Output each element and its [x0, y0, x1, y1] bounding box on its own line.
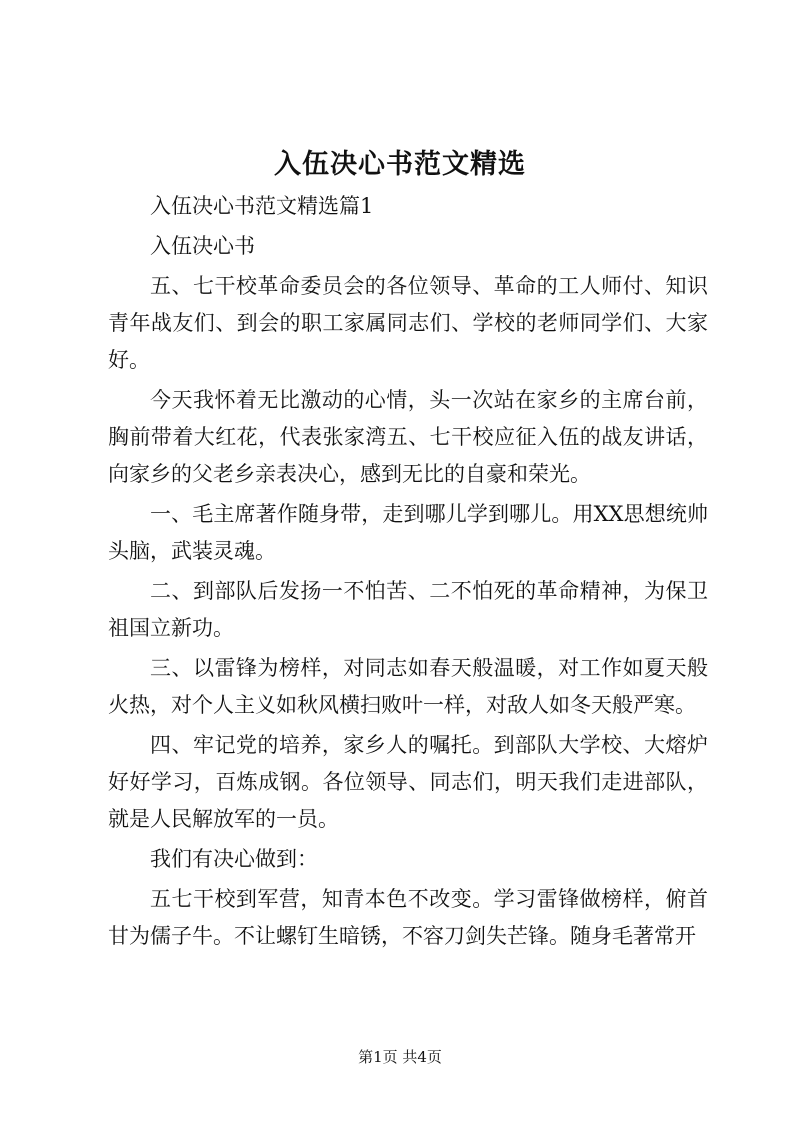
page-footer: 第1页 共4页 [358, 1048, 442, 1066]
paragraph-intro: 今天我怀着无比激动的心情，头一次站在家乡的主席台前，胸前带着大红花，代表张家湾五、七干校应征入伍的战友讲话，向家乡的父老乡亲表决心，感到无比的自豪和荣光。 [108, 388, 708, 486]
paragraph-greeting: 五、七干校革命委员会的各位领导、革命的工人师付、知识青年战友们、到会的职工家属同志们、学校的老师同学们、大家好。 [108, 274, 708, 372]
page-title: 入伍决心书范文精选 [274, 149, 526, 180]
paragraph-point-1: 一、毛主席著作随身带，走到哪儿学到哪儿。用XX思想统帅头脑，武装灵魂。 [108, 502, 708, 563]
paragraph-subtitle: 入伍决心书 [150, 234, 255, 258]
paragraph-point-3: 三、以雷锋为榜样，对同志如春天般温暖，对工作如夏天般火热，对个人主义如秋风横扫败叶一样，对敌人如冬天般严寒。 [108, 656, 708, 717]
paragraph-section-heading: 入伍决心书范文精选篇1 [150, 194, 374, 218]
paragraph-verse: 五七干校到军营，知青本色不改变。学习雷锋做榜样，俯首甘为儒子牛。不让螺钉生暗锈，不容刀剑失芒锋。随身毛著常开 [108, 887, 708, 948]
paragraph-point-4: 四、牢记党的培养，家乡人的嘱托。到部队大学校、大熔炉好好学习，百炼成钢。各位领导、同志们，明天我们走进部队，就是人民解放军的一员。 [108, 733, 708, 831]
document-body [108, 188, 708, 958]
paragraph-resolve: 我们有决心做到： [150, 847, 318, 871]
paragraph-point-2: 二、到部队后发扬一不怕苦、二不怕死的革命精神，为保卫祖国立新功。 [108, 579, 708, 640]
